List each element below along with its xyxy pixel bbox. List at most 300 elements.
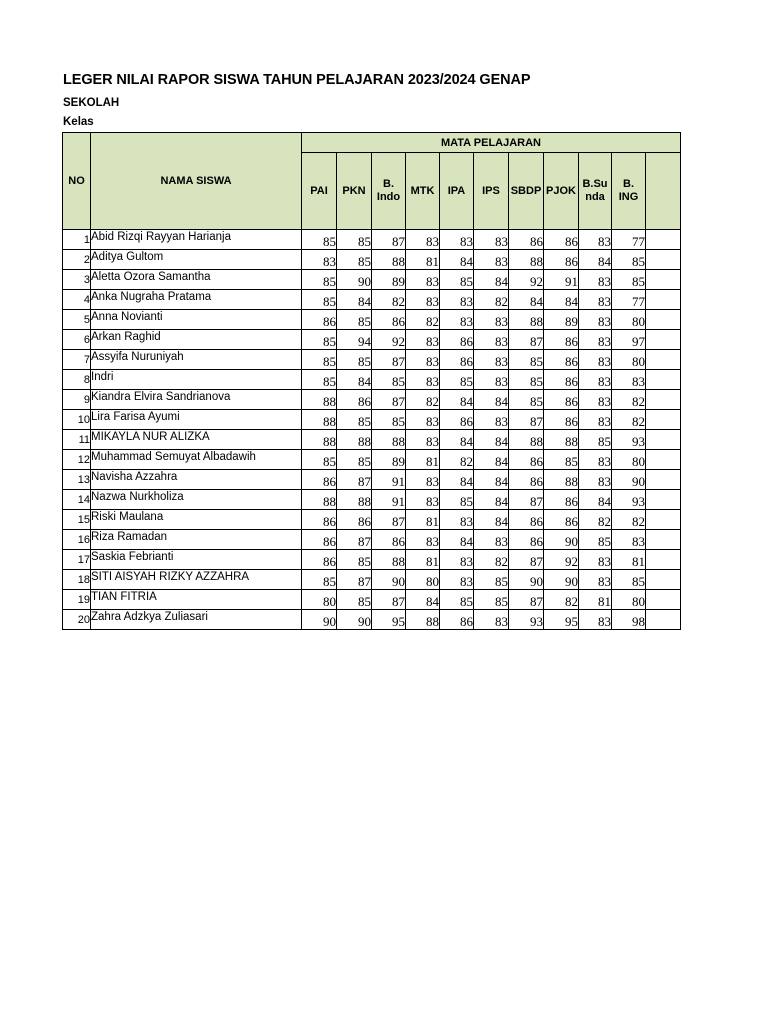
- student-name: MIKAYLA NUR ALIZKA: [91, 430, 302, 450]
- student-name: Kiandra Elvira Sandrianova: [91, 390, 302, 410]
- score-cell: 77: [612, 230, 646, 250]
- subject-header-line1: SBDP: [510, 184, 542, 197]
- score-cell: 85: [474, 570, 509, 590]
- score-cell: 85: [302, 370, 337, 390]
- score-cell: 88: [302, 490, 337, 510]
- score-cell: 81: [406, 510, 440, 530]
- empty-cell: [646, 390, 681, 410]
- score-cell: 97: [612, 330, 646, 350]
- score-cell: 88: [337, 430, 372, 450]
- score-cell: 83: [406, 270, 440, 290]
- score-cell: 83: [406, 430, 440, 450]
- score-cell: 84: [474, 490, 509, 510]
- score-cell: 83: [440, 310, 474, 330]
- score-cell: 85: [372, 370, 406, 390]
- subject-header-line2: ING: [618, 191, 639, 203]
- score-cell: 91: [544, 270, 579, 290]
- score-cell: 85: [509, 350, 544, 370]
- subject-header-line1: MTK: [410, 184, 435, 197]
- score-cell: 82: [612, 390, 646, 410]
- score-cell: 86: [302, 550, 337, 570]
- score-cell: 87: [337, 570, 372, 590]
- score-cell: 85: [509, 370, 544, 390]
- subject-header-line2: Indo: [376, 191, 401, 203]
- empty-cell: [646, 250, 681, 270]
- student-name: SITI AISYAH RIZKY AZZAHRA: [91, 570, 302, 590]
- score-cell: 87: [337, 470, 372, 490]
- score-cell: 84: [440, 470, 474, 490]
- score-cell: 85: [302, 450, 337, 470]
- score-cell: 86: [509, 230, 544, 250]
- score-cell: 83: [474, 250, 509, 270]
- score-cell: 90: [612, 470, 646, 490]
- score-cell: 89: [372, 450, 406, 470]
- table-body: [63, 230, 681, 630]
- score-cell: 88: [302, 430, 337, 450]
- student-name: Anka Nugraha Pratama: [91, 290, 302, 310]
- row-number: 12: [63, 450, 91, 470]
- score-cell: 86: [302, 530, 337, 550]
- table-row: [63, 390, 681, 410]
- subject-header: [337, 153, 372, 230]
- score-cell: 80: [302, 590, 337, 610]
- table-row: [63, 350, 681, 370]
- score-cell: 83: [579, 310, 612, 330]
- score-cell: 85: [337, 410, 372, 430]
- row-number: 20: [63, 610, 91, 630]
- row-number: 16: [63, 530, 91, 550]
- score-cell: 85: [337, 550, 372, 570]
- score-cell: 83: [440, 230, 474, 250]
- score-cell: 80: [612, 350, 646, 370]
- score-cell: 86: [372, 310, 406, 330]
- score-cell: 83: [612, 370, 646, 390]
- score-cell: 86: [440, 330, 474, 350]
- score-cell: 85: [302, 230, 337, 250]
- subject-header: [302, 153, 337, 230]
- score-cell: 85: [302, 290, 337, 310]
- score-cell: 93: [612, 430, 646, 450]
- score-cell: 84: [474, 430, 509, 450]
- score-cell: 85: [612, 270, 646, 290]
- row-number: 14: [63, 490, 91, 510]
- row-number: 18: [63, 570, 91, 590]
- score-cell: 88: [509, 430, 544, 450]
- score-cell: 89: [544, 310, 579, 330]
- score-cell: 86: [440, 610, 474, 630]
- row-number: 2: [63, 250, 91, 270]
- score-cell: 87: [372, 510, 406, 530]
- student-name: Anna Novianti: [91, 310, 302, 330]
- student-name: TIAN FITRIA: [91, 590, 302, 610]
- score-cell: 91: [372, 470, 406, 490]
- score-cell: 90: [372, 570, 406, 590]
- score-cell: 83: [579, 390, 612, 410]
- table-row: [63, 530, 681, 550]
- empty-cell: [646, 510, 681, 530]
- table-row: [63, 270, 681, 290]
- score-cell: 85: [440, 370, 474, 390]
- score-cell: 85: [509, 390, 544, 410]
- table-row: [63, 570, 681, 590]
- score-cell: 83: [474, 350, 509, 370]
- score-cell: 86: [544, 370, 579, 390]
- score-cell: 83: [579, 550, 612, 570]
- score-cell: 83: [579, 350, 612, 370]
- score-cell: 85: [474, 590, 509, 610]
- score-cell: 90: [302, 610, 337, 630]
- score-cell: 83: [474, 530, 509, 550]
- empty-cell: [646, 490, 681, 510]
- score-cell: 82: [440, 450, 474, 470]
- student-name: Muhammad Semuyat Albadawih: [91, 450, 302, 470]
- score-cell: 83: [474, 610, 509, 630]
- empty-cell: [646, 430, 681, 450]
- student-name: Aditya Gultom: [91, 250, 302, 270]
- score-cell: 83: [406, 470, 440, 490]
- score-cell: 90: [337, 270, 372, 290]
- score-cell: 86: [544, 490, 579, 510]
- score-cell: 81: [406, 250, 440, 270]
- score-cell: 82: [579, 510, 612, 530]
- score-cell: 90: [509, 570, 544, 590]
- score-cell: 85: [337, 250, 372, 270]
- empty-cell: [646, 610, 681, 630]
- score-cell: 87: [372, 390, 406, 410]
- row-number: 11: [63, 430, 91, 450]
- subject-header: [612, 153, 646, 230]
- score-cell: 88: [372, 250, 406, 270]
- score-cell: 84: [474, 510, 509, 530]
- empty-cell: [646, 470, 681, 490]
- student-name: Aletta Ozora Samantha: [91, 270, 302, 290]
- table-row: [63, 290, 681, 310]
- score-cell: 84: [440, 430, 474, 450]
- student-name: Zahra Adzkya Zuliasari: [91, 610, 302, 630]
- score-cell: 86: [302, 470, 337, 490]
- score-cell: 94: [337, 330, 372, 350]
- empty-cell: [646, 530, 681, 550]
- subject-header: [406, 153, 440, 230]
- score-cell: 84: [474, 470, 509, 490]
- score-cell: 84: [440, 390, 474, 410]
- score-cell: 84: [440, 530, 474, 550]
- table-row: [63, 410, 681, 430]
- score-cell: 80: [612, 450, 646, 470]
- score-cell: 93: [509, 610, 544, 630]
- table-row: [63, 590, 681, 610]
- subject-header-line1: IPS: [482, 184, 500, 197]
- score-cell: 84: [579, 250, 612, 270]
- score-cell: 86: [509, 510, 544, 530]
- score-cell: 83: [406, 230, 440, 250]
- subject-header: [474, 153, 509, 230]
- score-cell: 83: [440, 510, 474, 530]
- score-cell: 86: [509, 530, 544, 550]
- student-name: Riski Maulana: [91, 510, 302, 530]
- score-cell: 87: [509, 330, 544, 350]
- score-cell: 83: [406, 370, 440, 390]
- score-cell: 83: [406, 290, 440, 310]
- school-label: SEKOLAH: [63, 97, 120, 109]
- score-cell: 82: [544, 590, 579, 610]
- score-cell: 80: [612, 310, 646, 330]
- score-cell: 83: [440, 550, 474, 570]
- empty-cell: [646, 330, 681, 350]
- score-cell: 85: [302, 270, 337, 290]
- table-row: [63, 510, 681, 530]
- score-cell: 83: [302, 250, 337, 270]
- row-number: 7: [63, 350, 91, 370]
- score-cell: 84: [474, 390, 509, 410]
- score-cell: 83: [579, 370, 612, 390]
- score-cell: 87: [509, 590, 544, 610]
- student-name: Abid Rizqi Rayyan Harianja: [91, 230, 302, 250]
- row-number: 5: [63, 310, 91, 330]
- empty-header-cell: [646, 153, 681, 230]
- score-cell: 86: [372, 530, 406, 550]
- empty-cell: [646, 410, 681, 430]
- score-cell: 85: [612, 570, 646, 590]
- score-cell: 88: [337, 490, 372, 510]
- table-row: [63, 470, 681, 490]
- score-cell: 83: [474, 230, 509, 250]
- table-row: [63, 370, 681, 390]
- score-cell: 87: [337, 530, 372, 550]
- score-cell: 82: [474, 550, 509, 570]
- score-cell: 88: [509, 250, 544, 270]
- score-cell: 83: [612, 530, 646, 550]
- subject-header: [579, 153, 612, 230]
- score-cell: 90: [544, 570, 579, 590]
- empty-cell: [646, 230, 681, 250]
- empty-cell: [646, 370, 681, 390]
- row-number: 13: [63, 470, 91, 490]
- row-number: 1: [63, 230, 91, 250]
- score-cell: 81: [406, 550, 440, 570]
- table-row: [63, 450, 681, 470]
- subject-header-line1: B.: [383, 178, 394, 190]
- empty-cell: [646, 350, 681, 370]
- row-number: 3: [63, 270, 91, 290]
- score-cell: 83: [440, 570, 474, 590]
- student-name: Lira Farisa Ayumi: [91, 410, 302, 430]
- table-row: [63, 250, 681, 270]
- score-cell: 88: [372, 550, 406, 570]
- empty-cell: [646, 450, 681, 470]
- score-cell: 83: [579, 570, 612, 590]
- table-header: [63, 133, 681, 230]
- score-cell: 82: [474, 290, 509, 310]
- score-cell: 83: [579, 230, 612, 250]
- score-cell: 85: [579, 430, 612, 450]
- row-number: 17: [63, 550, 91, 570]
- score-cell: 88: [372, 430, 406, 450]
- score-cell: 86: [544, 230, 579, 250]
- score-cell: 84: [509, 290, 544, 310]
- score-cell: 84: [474, 450, 509, 470]
- subject-header-line2: nda: [585, 191, 605, 203]
- score-cell: 85: [337, 450, 372, 470]
- score-cell: 86: [440, 410, 474, 430]
- score-cell: 83: [579, 450, 612, 470]
- score-cell: 80: [612, 590, 646, 610]
- score-cell: 90: [544, 530, 579, 550]
- grades-ledger-table: [62, 132, 681, 630]
- score-cell: 87: [372, 590, 406, 610]
- score-cell: 86: [544, 410, 579, 430]
- score-cell: 86: [544, 330, 579, 350]
- score-cell: 84: [579, 490, 612, 510]
- row-number: 10: [63, 410, 91, 430]
- score-cell: 83: [579, 410, 612, 430]
- score-cell: 92: [509, 270, 544, 290]
- empty-cell: [646, 550, 681, 570]
- score-cell: 83: [474, 310, 509, 330]
- score-cell: 87: [372, 230, 406, 250]
- score-cell: 84: [440, 250, 474, 270]
- score-cell: 81: [406, 450, 440, 470]
- class-label: Kelas: [63, 116, 94, 128]
- score-cell: 98: [612, 610, 646, 630]
- score-cell: 85: [337, 310, 372, 330]
- score-cell: 85: [302, 350, 337, 370]
- subject-header: [372, 153, 406, 230]
- score-cell: 85: [372, 410, 406, 430]
- row-number: 19: [63, 590, 91, 610]
- score-cell: 81: [579, 590, 612, 610]
- score-cell: 82: [612, 410, 646, 430]
- score-cell: 85: [302, 330, 337, 350]
- score-cell: 88: [544, 470, 579, 490]
- subject-header-line1: IPA: [447, 184, 466, 197]
- score-cell: 88: [302, 390, 337, 410]
- score-cell: 83: [474, 330, 509, 350]
- score-cell: 87: [372, 350, 406, 370]
- document-title: LEGER NILAI RAPOR SISWA TAHUN PELAJARAN 2023/2024 GENAP: [63, 72, 531, 88]
- score-cell: 84: [337, 370, 372, 390]
- score-cell: 87: [509, 550, 544, 570]
- score-cell: 83: [579, 470, 612, 490]
- score-cell: 83: [474, 370, 509, 390]
- score-cell: 83: [440, 290, 474, 310]
- score-cell: 86: [337, 390, 372, 410]
- score-cell: 85: [440, 490, 474, 510]
- empty-cell: [646, 310, 681, 330]
- score-cell: 86: [544, 510, 579, 530]
- score-cell: 85: [544, 450, 579, 470]
- table-row: [63, 330, 681, 350]
- score-cell: 85: [440, 270, 474, 290]
- score-cell: 90: [337, 610, 372, 630]
- score-cell: 87: [509, 490, 544, 510]
- score-cell: 86: [544, 390, 579, 410]
- subject-header-line1: B.Su: [582, 178, 608, 190]
- score-cell: 82: [372, 290, 406, 310]
- table-row: [63, 610, 681, 630]
- score-cell: 88: [509, 310, 544, 330]
- score-cell: 81: [612, 550, 646, 570]
- subject-header: [544, 153, 579, 230]
- score-cell: 83: [406, 530, 440, 550]
- score-cell: 86: [440, 350, 474, 370]
- header-student-name: NAMA SISWA: [91, 133, 302, 230]
- score-cell: 83: [579, 270, 612, 290]
- student-name: Assyifa Nuruniyah: [91, 350, 302, 370]
- score-cell: 86: [337, 510, 372, 530]
- empty-cell: [646, 590, 681, 610]
- row-number: 6: [63, 330, 91, 350]
- student-name: Saskia Febrianti: [91, 550, 302, 570]
- score-cell: 84: [406, 590, 440, 610]
- score-cell: 95: [372, 610, 406, 630]
- score-cell: 84: [474, 270, 509, 290]
- student-name: Navisha Azzahra: [91, 470, 302, 490]
- score-cell: 85: [612, 250, 646, 270]
- table-row: [63, 230, 681, 250]
- empty-cell: [646, 270, 681, 290]
- subject-header-line1: PKN: [342, 184, 366, 197]
- score-cell: 92: [544, 550, 579, 570]
- subject-header: [440, 153, 474, 230]
- score-cell: 93: [612, 490, 646, 510]
- table-row: [63, 490, 681, 510]
- score-cell: 91: [372, 490, 406, 510]
- subject-header-line1: PJOK: [546, 184, 576, 197]
- student-name: Indri: [91, 370, 302, 390]
- student-name: Arkan Raghid: [91, 330, 302, 350]
- subject-header-line1: PAI: [310, 184, 328, 197]
- subject-header: [509, 153, 544, 230]
- student-name: Riza Ramadan: [91, 530, 302, 550]
- score-cell: 84: [544, 290, 579, 310]
- student-name: Nazwa Nurkholiza: [91, 490, 302, 510]
- score-cell: 95: [544, 610, 579, 630]
- empty-cell: [646, 290, 681, 310]
- score-cell: 85: [579, 530, 612, 550]
- row-number: 15: [63, 510, 91, 530]
- table-row: [63, 310, 681, 330]
- score-cell: 82: [406, 310, 440, 330]
- score-cell: 84: [337, 290, 372, 310]
- score-cell: 86: [544, 250, 579, 270]
- score-cell: 86: [509, 450, 544, 470]
- score-cell: 85: [302, 570, 337, 590]
- score-cell: 89: [372, 270, 406, 290]
- row-number: 8: [63, 370, 91, 390]
- score-cell: 85: [440, 590, 474, 610]
- row-number: 9: [63, 390, 91, 410]
- subject-header-line1: B.: [623, 178, 634, 190]
- score-cell: 80: [406, 570, 440, 590]
- row-number: 4: [63, 290, 91, 310]
- score-cell: 83: [406, 350, 440, 370]
- score-cell: 88: [544, 430, 579, 450]
- table-row: [63, 550, 681, 570]
- table-row: [63, 430, 681, 450]
- score-cell: 87: [509, 410, 544, 430]
- score-cell: 88: [406, 610, 440, 630]
- score-cell: 83: [406, 410, 440, 430]
- score-cell: 83: [579, 610, 612, 630]
- header-subjects-group: MATA PELAJARAN: [302, 133, 681, 153]
- score-cell: 92: [372, 330, 406, 350]
- score-cell: 82: [612, 510, 646, 530]
- header-no: NO: [63, 133, 91, 230]
- score-cell: 85: [337, 230, 372, 250]
- score-cell: 86: [544, 350, 579, 370]
- score-cell: 83: [579, 290, 612, 310]
